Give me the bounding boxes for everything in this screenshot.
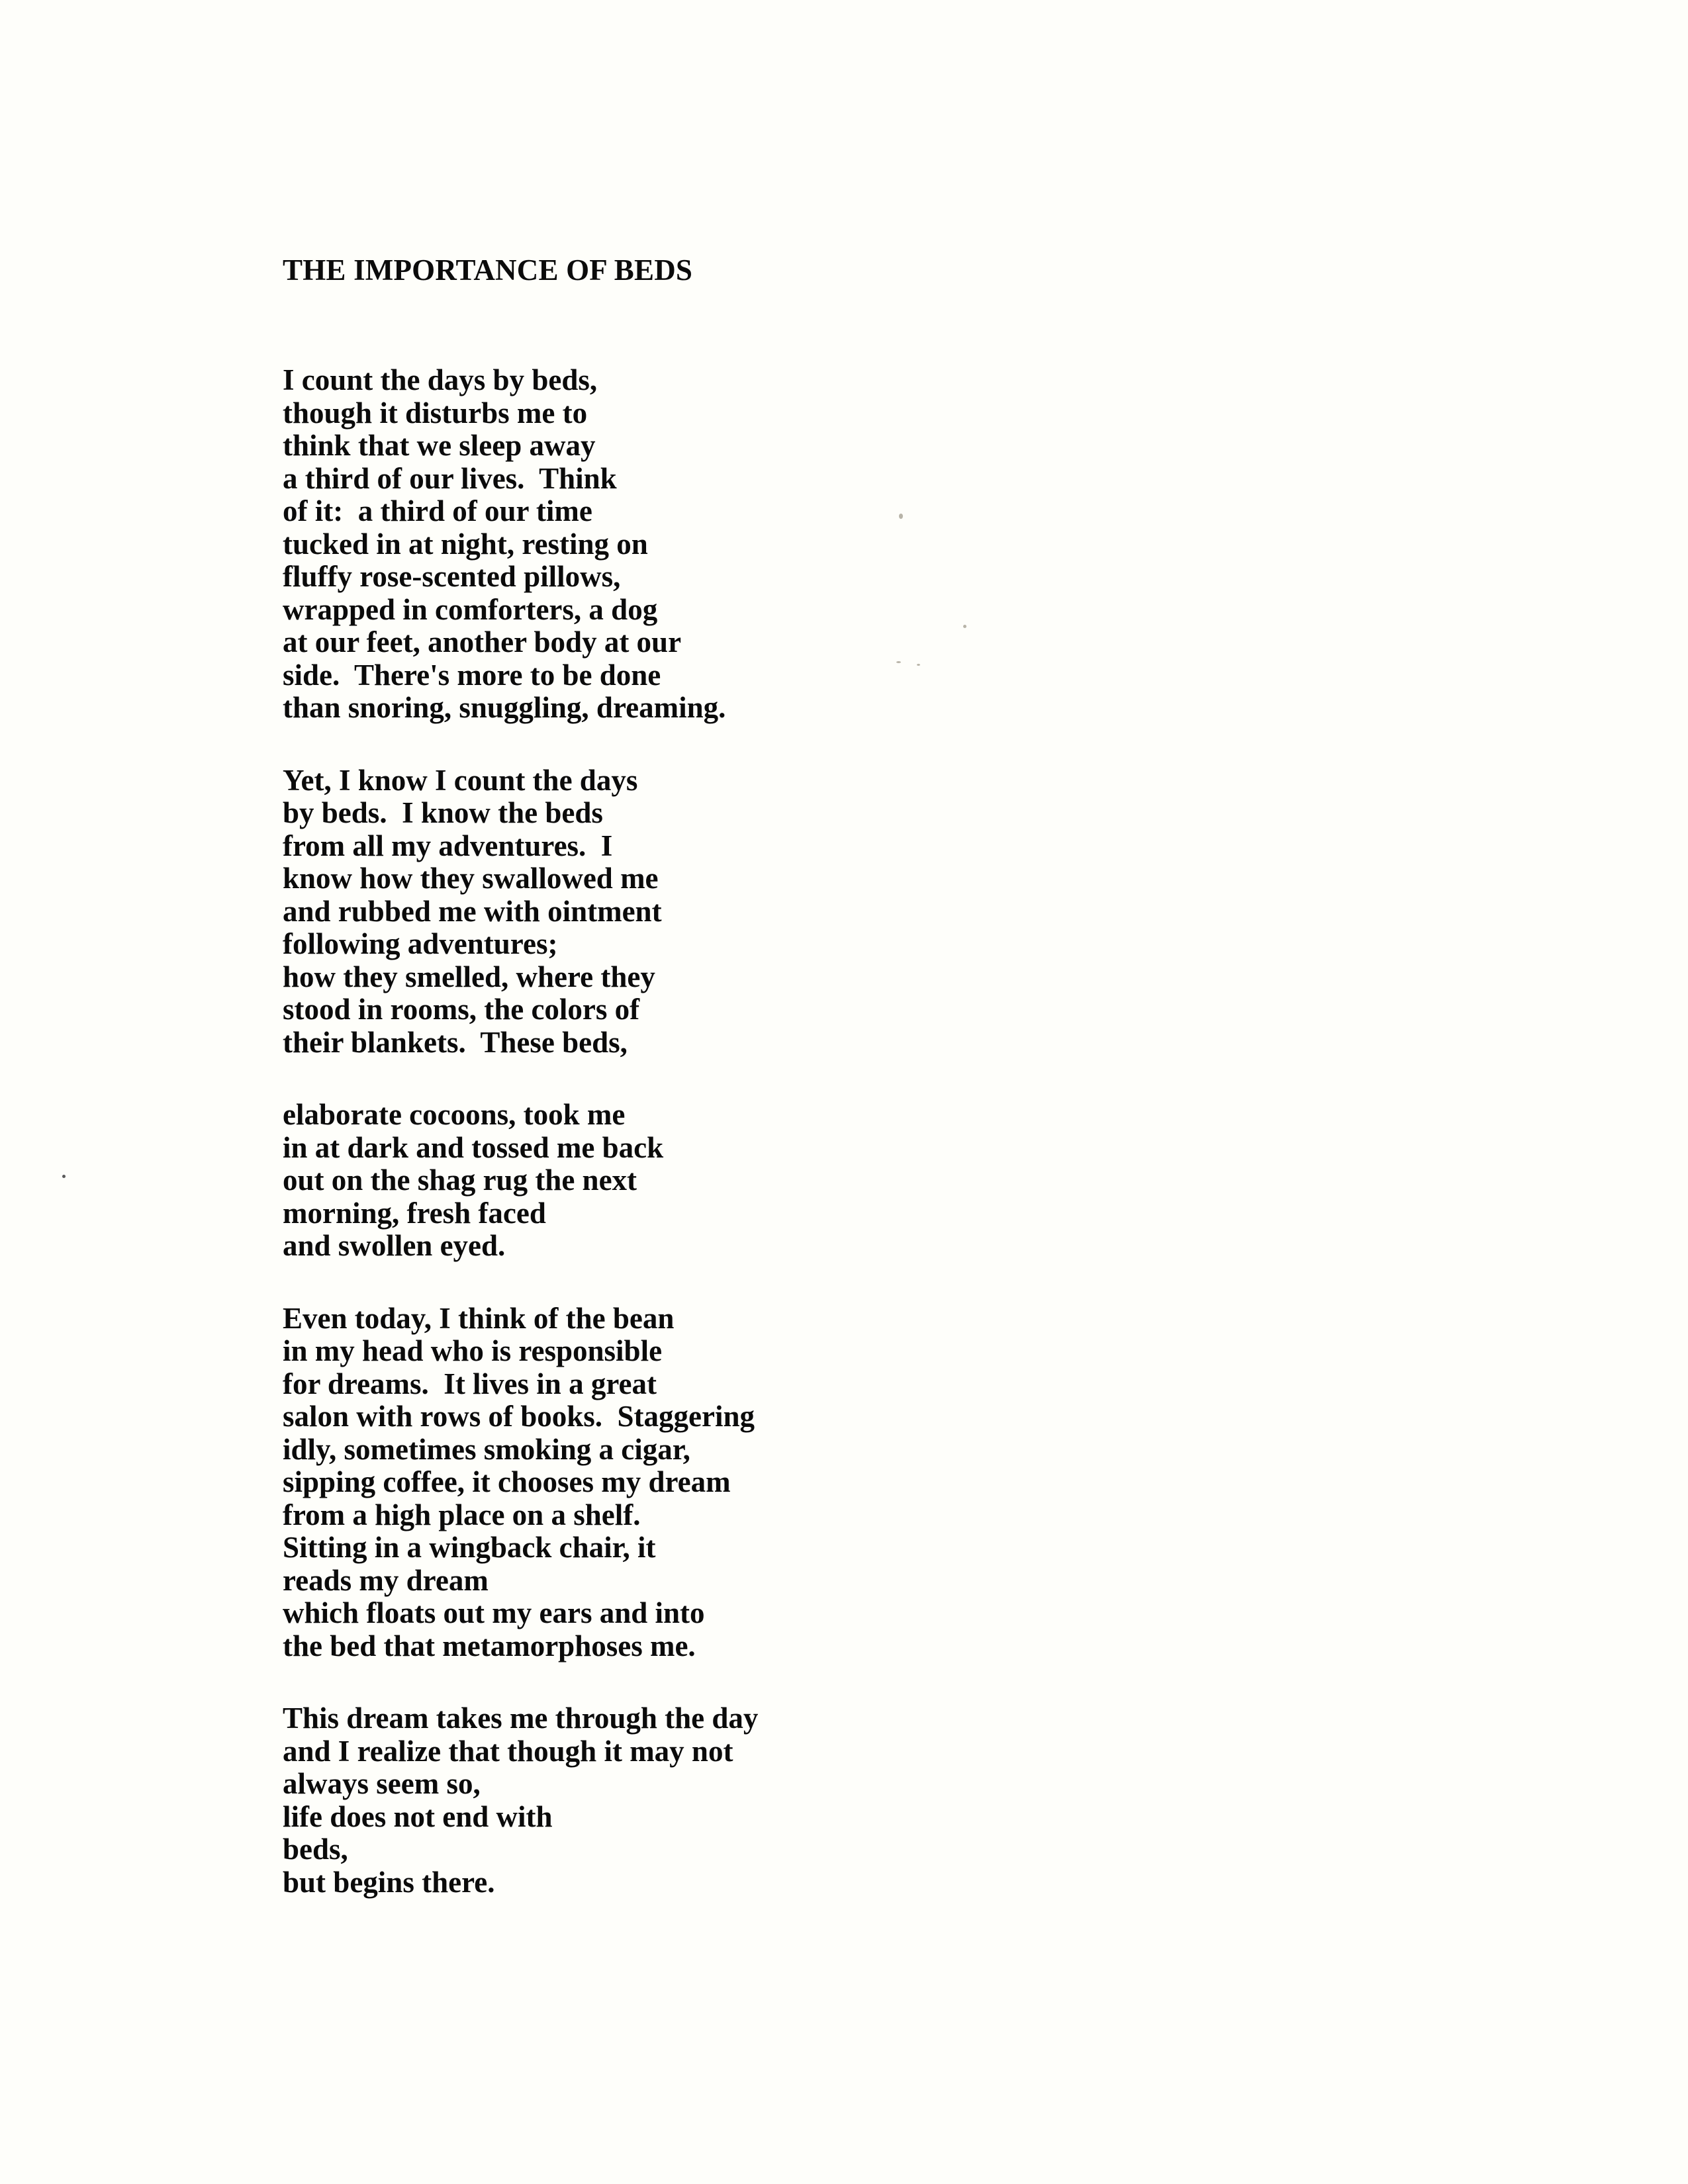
poem-line: think that we sleep away [283, 429, 596, 462]
stanza-3 [283, 1099, 1276, 1263]
poem-title: THE IMPORTANCE OF BEDS [283, 253, 693, 287]
poem-body [283, 364, 1276, 1899]
poem-line: I count the days by beds, [283, 363, 598, 396]
poem-line: in my head who is responsible [283, 1334, 663, 1367]
poem-line: tucked in at night, resting on [283, 527, 648, 561]
poem-line: sipping coffee, it chooses my dream [283, 1465, 731, 1498]
poem-line: This dream takes me through the day [283, 1702, 759, 1735]
poem-line: beds, [283, 1833, 348, 1866]
poem-line: at our feet, another body at our [283, 625, 682, 659]
poem-line: following adventures; [283, 927, 558, 960]
poem-line: a third of our lives. Think [283, 461, 617, 495]
poem-line: and rubbed me with ointment [283, 894, 662, 928]
stanza-1 [283, 364, 1276, 725]
poem-line: fluffy rose-scented pillows, [283, 560, 621, 593]
poem-line: the bed that metamorphoses me. [283, 1629, 696, 1662]
scan-speck [62, 1175, 66, 1178]
stanza-4 [283, 1302, 1276, 1663]
poem-line: from all my adventures. I [283, 829, 613, 862]
poem-line: how they smelled, where they [283, 960, 655, 993]
poem-line: Sitting in a wingback chair, it [283, 1531, 656, 1564]
poem-line: idly, sometimes smoking a cigar, [283, 1432, 690, 1466]
poem-line: for dreams. It lives in a great [283, 1367, 657, 1400]
poem-line: out on the shag rug the next [283, 1163, 637, 1197]
poem-line: from a high place on a shelf. [283, 1498, 641, 1531]
stanza-5 [283, 1702, 1276, 1899]
poem-line: by beds. I know the beds [283, 796, 603, 829]
poem-line: wrapped in comforters, a dog [283, 592, 658, 626]
poem-line: reads my dream [283, 1563, 489, 1597]
poem-line: side. There's more to be done [283, 658, 661, 692]
poem-line: which floats out my ears and into [283, 1596, 705, 1629]
poem-line: of it: a third of our time [283, 494, 592, 527]
poem-line: but begins there. [283, 1865, 495, 1899]
poem-line: Even today, I think of the bean [283, 1301, 675, 1335]
poem-line: elaborate cocoons, took me [283, 1098, 626, 1131]
poem-line: morning, fresh faced [283, 1196, 546, 1230]
stanza-2 [283, 764, 1276, 1060]
poem-line: though it disturbs me to [283, 396, 588, 430]
poem-line: know how they swallowed me [283, 862, 659, 895]
poem-line: Yet, I know I count the days [283, 763, 638, 797]
poem-line: always seem so, [283, 1767, 481, 1800]
poem [283, 250, 1276, 1938]
poem-line: in at dark and tossed me back [283, 1130, 664, 1164]
poem-line: life does not end with [283, 1799, 553, 1833]
poem-line: salon with rows of books. Staggering [283, 1400, 755, 1433]
poem-line: and swollen eyed. [283, 1229, 506, 1262]
poem-line: their blankets. These beds, [283, 1025, 628, 1059]
poem-line: than snoring, snuggling, dreaming. [283, 691, 726, 724]
poem-line: and I realize that though it may not [283, 1734, 733, 1768]
poem-line: stood in rooms, the colors of [283, 993, 640, 1026]
